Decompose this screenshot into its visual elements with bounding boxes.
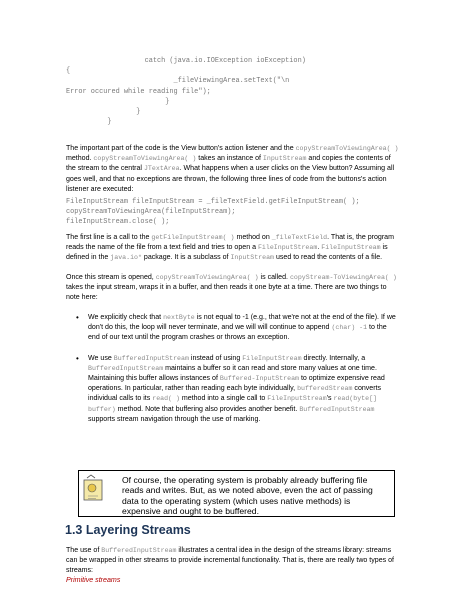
inline-code: FileInputStream — [242, 354, 302, 362]
inline-code: (char) -1 — [331, 324, 368, 332]
text-run: . That is, the program reads the name of the file from a text field and tries to open a — [66, 234, 394, 252]
text-run: takes an instance of — [196, 155, 263, 163]
text-run: method. Note that buffering also provides another benefit. — [115, 405, 300, 413]
text-run: Once this stream is opened, — [66, 274, 156, 281]
paragraph-1 — [66, 144, 400, 195]
text-run: is called. — [258, 274, 290, 281]
inline-code: BufferedInputStream — [88, 364, 164, 372]
section-title: 1.3 Layering Streams — [65, 523, 191, 537]
text-run: method into a single call to — [179, 395, 268, 403]
text-run: and copies the contents of the stream to the central — [66, 155, 391, 173]
inline-code: nextByte — [163, 314, 195, 321]
inline-code: InputStream — [262, 155, 307, 163]
inline-code: FileInputStream — [257, 244, 318, 252]
text-run: takes the input stream, wraps it in a buffer, and then reads it one byte at a time. There are two things to note here: — [66, 284, 387, 302]
text-run: to the end of our text until the program crashes or throws an exception. — [88, 324, 387, 342]
inline-code: BufferedInputStream — [101, 547, 177, 554]
inline-code: BufferedInputStream — [113, 354, 189, 362]
inline-code: FileInputStream — [321, 244, 381, 252]
text-run: to optimize expensive read operations. In particular, rather than reading each byte individually, — [88, 375, 385, 393]
inline-code: copyStreamToViewingArea( ) — [93, 155, 197, 163]
text-run: We use — [88, 354, 114, 362]
inline-code: read(byte[] buffer) — [88, 395, 378, 413]
inline-code: InputStream — [230, 254, 274, 262]
inline-code: BufferedInputStream — [299, 405, 375, 413]
text-run: method on — [234, 234, 272, 241]
text-run: The important part of the code is the View button's action listener and the — [66, 145, 296, 152]
code-line: _fileViewingArea.setText("\n — [173, 77, 290, 86]
code-line: catch (java.io.IOException ioException) — [144, 57, 306, 65]
text-run: maintains a buffer so it can read and store many values at one time. Maintaining this buffer allows instances of — [88, 364, 377, 383]
text-run: is not equal to -1 (e.g., that we're not at the end of the file). If we don't do this, the loop will never terminate, and we will will continue to append — [88, 314, 396, 332]
bullet-text — [88, 355, 385, 423]
note-icon — [83, 474, 105, 504]
inline-code: JTextArea — [143, 165, 180, 173]
code-line: } — [107, 118, 112, 127]
bullet-dot: • — [76, 353, 79, 363]
inline-code: read( ) — [152, 395, 180, 403]
bullet-item — [66, 313, 400, 344]
text-run: The first line is a call to the — [66, 234, 152, 241]
code-line: { — [66, 67, 71, 76]
paragraph-2 — [66, 233, 400, 264]
note-box — [78, 470, 395, 517]
paragraph-3 — [66, 273, 400, 304]
code-block-middle — [66, 197, 360, 228]
inline-code: Buffered-InputStream — [219, 375, 300, 383]
inline-code: copyStreamToViewingArea( ) — [295, 145, 399, 152]
inline-code: copyStreamToViewingArea( ) — [155, 274, 259, 281]
text-run: method. — [66, 155, 94, 163]
bullet-list — [66, 313, 400, 425]
subheading: Primitive streams — [66, 576, 121, 584]
text-run: . What happens when a user clicks on the View button? Assuming all goes well, and that no exceptions are thrown, the following three lines of code from the buttons's action listener are executed: — [66, 165, 395, 193]
code-line: fileInputStream.close( ); — [66, 218, 170, 227]
code-line: FileInputStream fileInputStream = _fileTextField.getFileInputStream( ); — [66, 198, 360, 206]
text-run: 's — [326, 395, 334, 403]
code-line: copyStreamToViewingArea(fileInputStream); — [66, 208, 236, 217]
bullet-dot: • — [76, 313, 79, 322]
note-text: Of course, the operating system is probably already buffering file reads and writes. But, as we noted above, even the act of passing data to the operating system (which uses native methods) is expensive and ought to be buffered. — [122, 475, 373, 517]
inline-code: _fileTextField — [271, 234, 328, 241]
paragraph-4 — [66, 546, 400, 577]
text-run: illustrates a central idea in the design of the streams library: streams can be wrapped in other streams to provide incremental functionality. That is, there are really two types of streams: — [66, 547, 394, 575]
code-line: Error occured while reading file"); — [66, 87, 211, 96]
text-run: . — [317, 244, 322, 252]
text-run: The use of — [66, 547, 102, 554]
text-run: package. It is a subclass of — [141, 254, 231, 262]
inline-code: getFileInputStream( ) — [151, 234, 235, 241]
bullet-item — [66, 354, 400, 425]
inline-code: FileInputStream — [267, 395, 327, 403]
text-run: We explicitly check that — [88, 314, 164, 321]
inline-code: copyStream-ToViewingArea( ) — [289, 274, 397, 281]
text-run: is defined in the — [66, 244, 388, 262]
bullet-text — [88, 314, 396, 341]
inline-code: bufferedStream — [297, 385, 353, 393]
text-run: directly. Internally, a — [301, 354, 366, 362]
text-run: used to read the contents of a file. — [274, 254, 383, 262]
inline-code: java.io* — [110, 254, 142, 262]
text-run: supports stream navigation through the use of marking. — [88, 415, 261, 423]
text-run: converts individual calls to its — [88, 385, 382, 403]
text-run: instead of using — [188, 354, 243, 362]
code-line: } — [165, 97, 170, 106]
code-block-top — [66, 56, 306, 127]
code-line: } — [136, 108, 141, 117]
